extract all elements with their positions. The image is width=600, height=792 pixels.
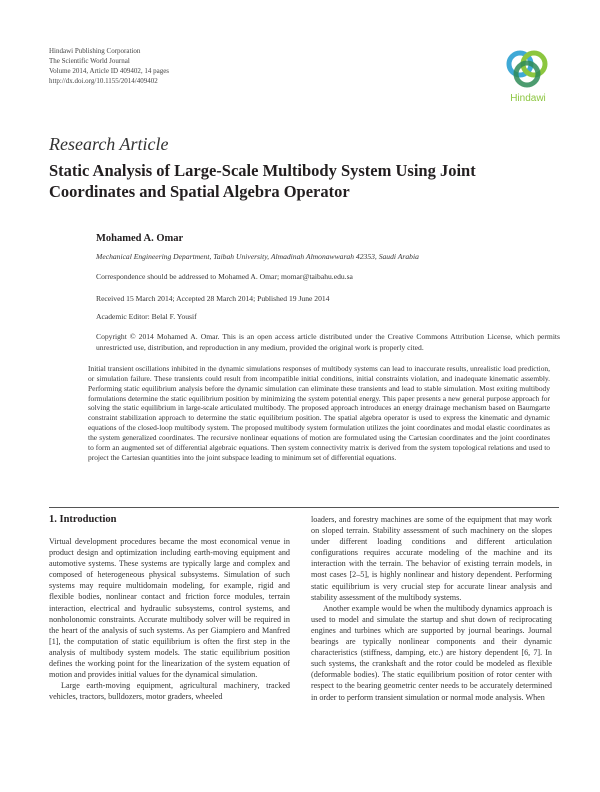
paragraph: loaders, and forestry machines are some of the equipment that may work on sloped terrain. Stability assessment of such machinery on the slopes under different loading conditions and different articulation configurations requires accurate modeling of the machine and its interaction with the terrain. The behavior of existing terrain models, in most cases [2–5], is highly nonlinear and history dependent. Performing static equilibrium is very crucial step for accurate linear analysis and stability assessment of the multibody systems. — [311, 515, 552, 602]
academic-editor: Academic Editor: Belal F. Yousif — [96, 312, 197, 321]
paper-title: Static Analysis of Large-Scale Multibody System Using Joint Coordinates and Spatial Algebra Operator — [49, 161, 476, 201]
abstract: Initial transient oscillations inhibited in the dynamic simulations responses of multibody systems can lead to inaccurate results, unrealistic load prediction, or simulation failure. These transients could result from incompatible initial conditions, initial constraints violation, and inadequate kinematic assembly. Performing static equilibrium analysis before the dynamic simulation can eliminate these transients and lead to stable simulation. Most exiting multibody formulations determine the static equilibrium position by minimizing the system potential energy. This paper presents a new general purpose approach for solving the static equilibrium in large-scale articulated multibody. The proposed approach introduces an energy drainage mechanism based on Baumgarte constraint stabilization approach to determine the static equilibrium position. The spatial algebra operator is used to express the kinematic and dynamic equations of the closed-loop multibody system. The proposed multibody system formulation utilizes the joint coordinates and modal elastic coordinates as the system generalized coordinates. The recursive nonlinear equations of motion are formulated using the Cartesian coordinates and the joint coordinates to form an augmented set of differential algebraic equations. Then system connectivity matrix is derived from the system topological relations and used to project the Cartesian quantities into the joint subspace leading to minimum set of differential equations. — [88, 364, 550, 462]
hindawi-logo-icon — [498, 44, 558, 92]
header-meta — [49, 46, 169, 86]
paragraph: Virtual development procedures became the most economical venue in product design and optimization including earth-moving equipment and automotive systems. These systems are typically large and complex and composed of heterogeneous physical subsystems. Simulation of such systems may require multidomain modeling, for example, rigid and flexible bodies, nonlinear contact and friction force modules, terrain interaction, electrical and hydraulic subsystems, control systems, and nonholonomic constraints. Accurate multibody solver will be required in the heart of the analysis of such systems. As per Giampiero and Manfred [1], the computation of static equilibrium is often the first step in the analysis of multibody system models. The static equilibrium position defines the working point for the linearization of the system equation of motion and provides initial values for the dynamical simulation. — [49, 537, 290, 680]
hindawi-logo — [498, 44, 558, 106]
paragraph: Large earth-moving equipment, agricultural machinery, tracked vehicles, tractors, bulldozers, motor graders, wheeled — [49, 681, 290, 702]
publication-dates: Received 15 March 2014; Accepted 28 March 2014; Published 19 June 2014 — [96, 294, 330, 303]
hindawi-logo-text: Hindawi — [510, 93, 546, 104]
author-name: Mohamed A. Omar — [96, 233, 184, 244]
volume-info: Volume 2014, Article ID 409402, 14 pages — [49, 67, 170, 75]
section-heading: 1. Introduction — [49, 514, 117, 525]
affiliation: Mechanical Engineering Department, Taibah University, Almadinah Almonawwarah 42353, Saudi Arabia — [96, 252, 419, 261]
body-column-right — [311, 514, 552, 703]
article-type: Research Article — [49, 134, 169, 154]
section-divider — [49, 507, 559, 508]
body-column-left — [49, 536, 290, 702]
paragraph: Another example would be when the multibody dynamics approach is used to model and simulate the startup and shut down of reciprocating engines and turbines which are supported by journal bearings. Journal bearings are typically nonlinear components and their dynamic characteristics (stiffness, damping, etc.) are history dependent [6, 7]. In such systems, the crankshaft and the rotor could be modeled as flexible (deformable bodies). The static equilibrium position of rotor center with respect to the bearing geometric center needs to be accurately determined in order to perform transient simulation or normal mode analysis. When — [311, 603, 552, 702]
publisher-name: Hindawi Publishing Corporation — [49, 47, 141, 55]
copyright-notice: Copyright © 2014 Mohamed A. Omar. This is an open access article distributed under the Creative Commons Attribution License, which permits unrestricted use, distribution, and reproduction in any medium, provided the original work is properly cited. — [96, 332, 560, 352]
journal-name: The Scientific World Journal — [49, 57, 130, 65]
doi-link[interactable]: http://dx.doi.org/10.1155/2014/409402 — [49, 77, 158, 85]
correspondence: Correspondence should be addressed to Mohamed A. Omar; momar@taibahu.edu.sa — [96, 272, 353, 281]
